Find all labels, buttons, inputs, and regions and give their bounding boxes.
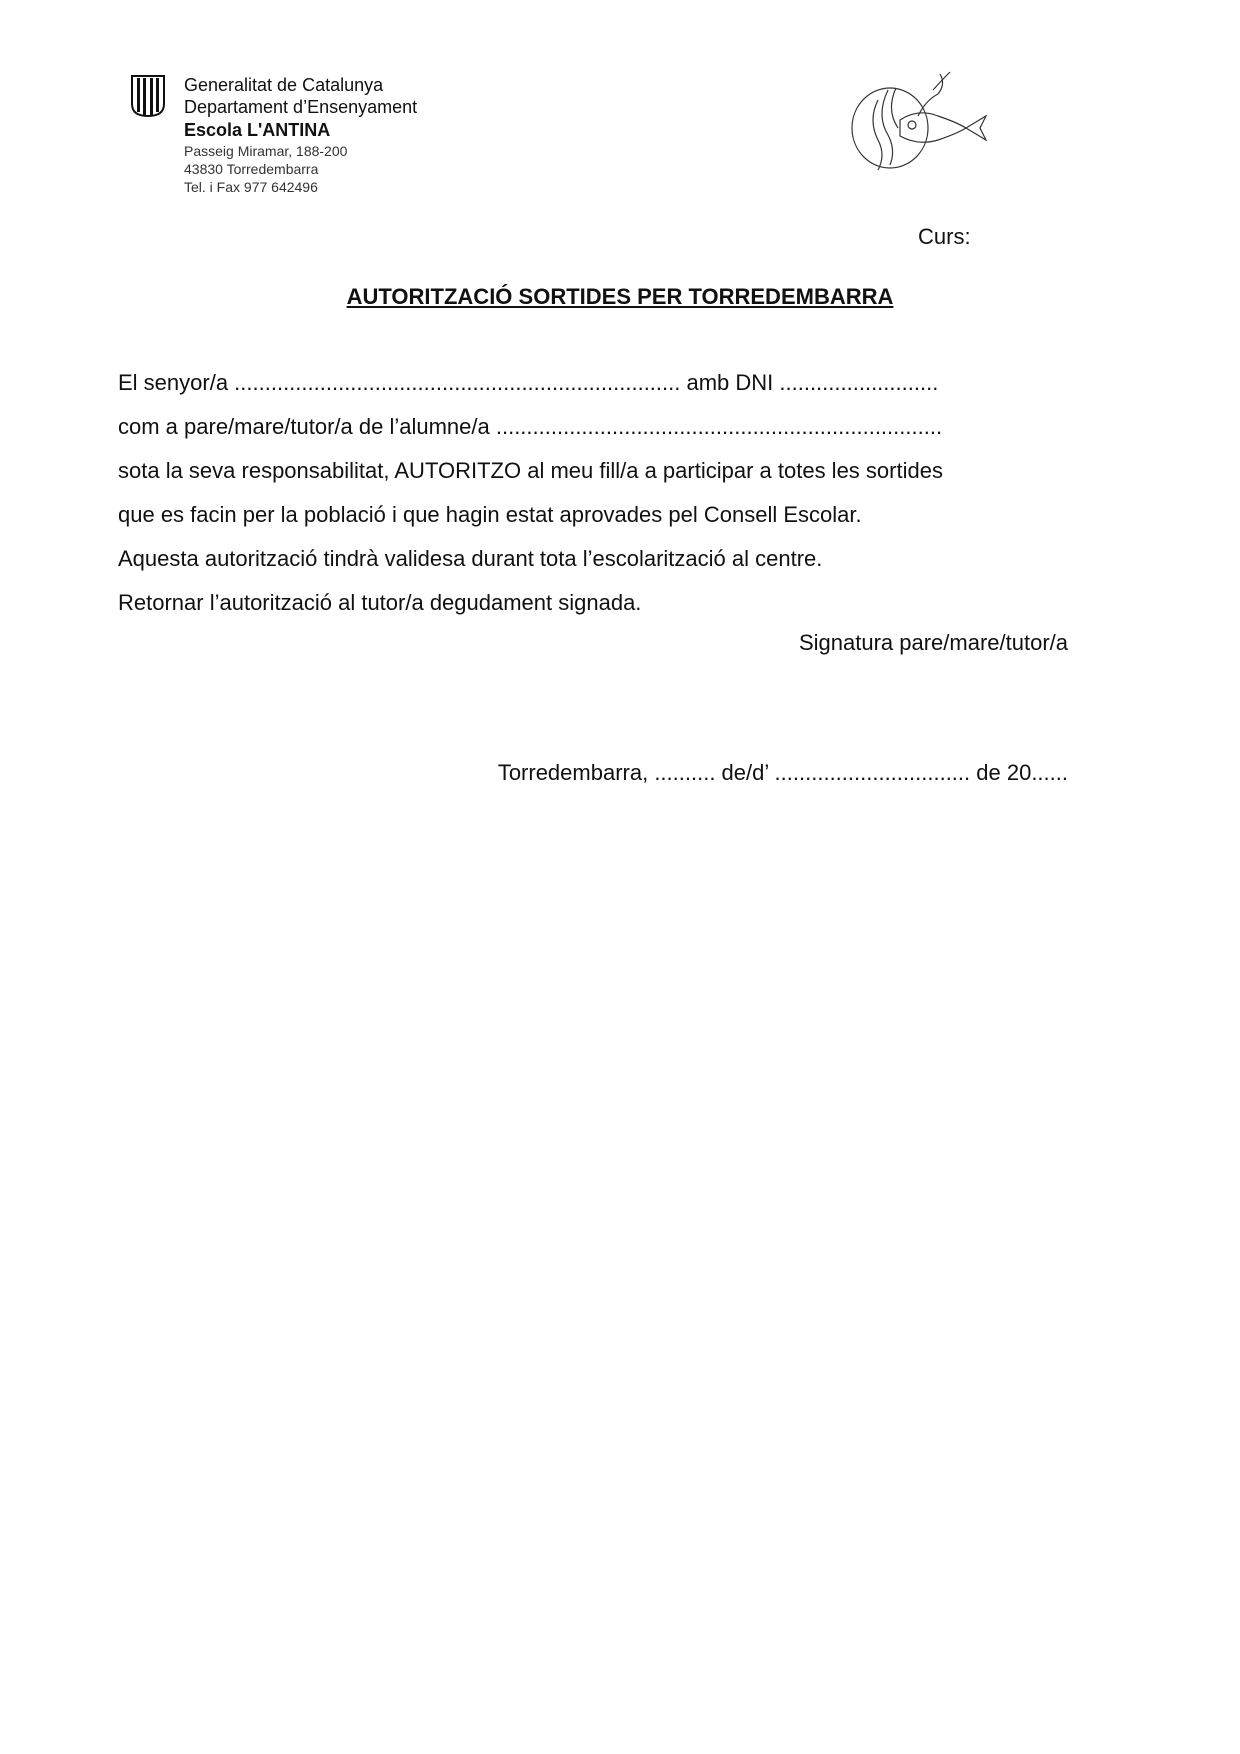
header-phone: Tel. i Fax 977 642496 — [184, 179, 318, 195]
header-department: Departament d’Ensenyament — [184, 97, 418, 117]
body-line-guardian-name: El senyor/a ......................................................................... amb DNI .......................... — [118, 370, 939, 395]
fish-logo-icon — [838, 70, 998, 180]
header-government: Generalitat de Catalunya — [184, 75, 384, 95]
header-school-name: Escola L'ANTINA — [184, 120, 331, 140]
body-line-approval: que es facin per la població i que hagin estat aprovades pel Consell Escolar. — [118, 502, 862, 527]
body-line-validity: Aquesta autorització tindrà validesa durant tota l’escolarització al centre. — [118, 546, 823, 571]
body-line-return: Retornar l’autorització al tutor/a degudament signada. — [118, 590, 642, 615]
generalitat-emblem-icon — [130, 74, 166, 118]
header-postal: 43830 Torredembarra — [184, 161, 319, 177]
date-line: Torredembarra, .......... de/d’ ................................ de 20...... — [497, 760, 1068, 785]
document-title: AUTORITZACIÓ SORTIDES PER TORREDEMBARRA — [346, 284, 894, 309]
header-address: Passeig Miramar, 188-200 — [184, 143, 348, 159]
body-line-student-name: com a pare/mare/tutor/a de l’alumne/a ......................................................................... — [118, 414, 943, 439]
school-header — [184, 74, 417, 196]
course-label: Curs: — [918, 224, 971, 249]
authorization-body — [118, 368, 1068, 632]
signature-label: Signatura pare/mare/tutor/a — [798, 630, 1068, 655]
body-line-authorization: sota la seva responsabilitat, AUTORITZO al meu fill/a a participar a totes les sortides — [118, 458, 943, 483]
